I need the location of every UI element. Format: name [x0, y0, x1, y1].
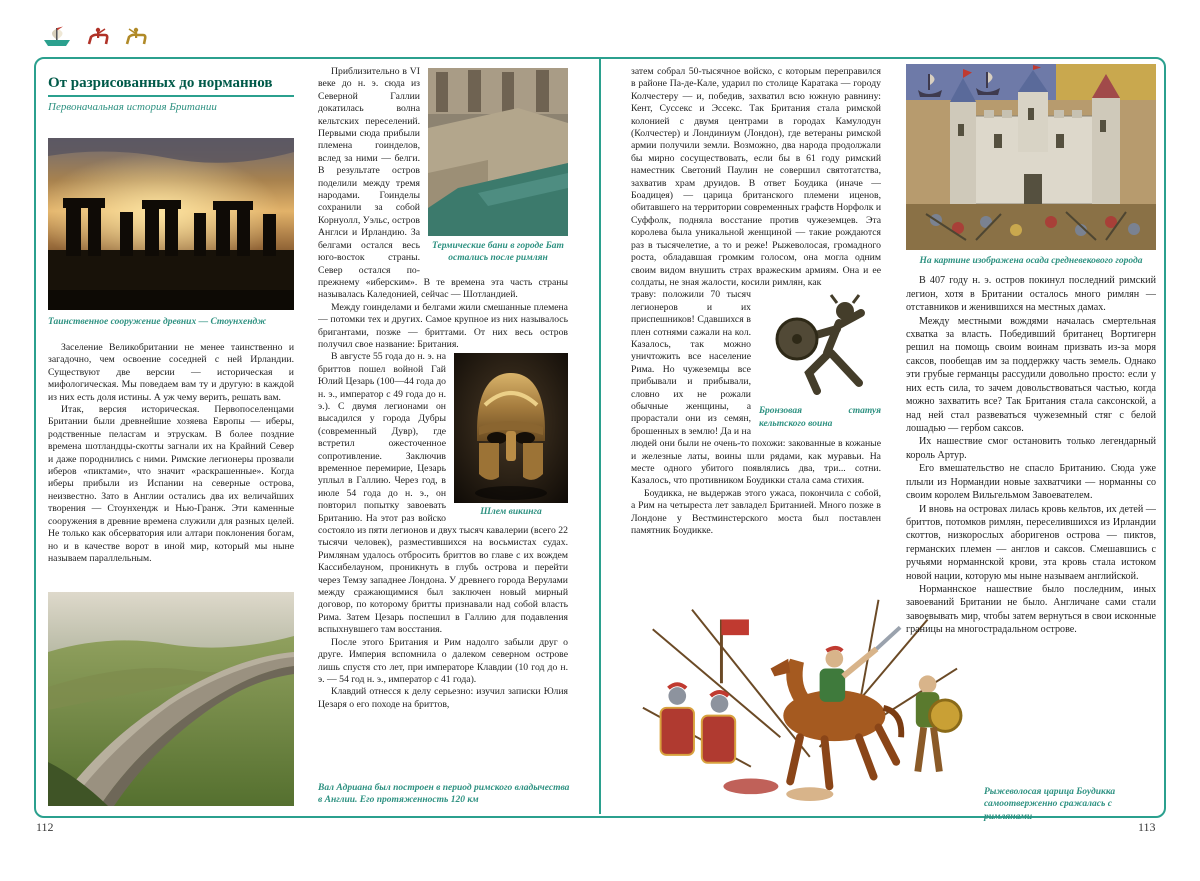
gold-horseman-icon	[124, 26, 148, 53]
right-column-1-intro: затем собрал 50-тысячное войско, с которым переправился в районе Па-де-Кале, ударил по столице Каратака — городу Колчестеру — и, победив, захватил всю южную равнину: Кент, Суссекс и Эссекс. Так Британия стала римской колонией с двумя центрами в городах Камулодун (Колчестер) и Лондиниум (Лондон), где ветераны римской армии получили земли. Возможно, два народа продолжали бы мирно сосуществовать, если бы в 61 году римский наместник Светоний Паулин не совершил святотатства, захватив храм друидов. В ответ Боудика (иначе — Боадицея) — царица британского племени иценов, обитавшего на территории современных графств Норфолк и Суффолк, подняла восстание против чужеземцев. Эта королева была уникальной женщиной — такие рождаются раз в тысячелетие, а то и реже! Рыжеволосая, громадного роста, обладавшая громким голосом, она могла одним своим видом внушить страх вражеским армиям. Она и ее солдаты, не зная жалости, косили римлян, как	[631, 66, 881, 288]
page-title: От разрисованных до норманнов	[48, 75, 273, 91]
page-divider-line	[599, 59, 601, 814]
right-column-1-wrap: траву: положили 70 тысяч легионеров и их приспешников! Сдавшихся в плен сотнями сажали на кол. Казалось, так можно уничтожить все население Рима. Но чужеземцы все прибывали и прибывали, словно их не рожали обычные женщины, а прорастали они из семян, брошенных в землю! Да и на людей они были не очень-то похожи: закованные в кожаные и железные латы, воины шли рядами, как муравьи. На месте одного убитого появлялись два, три... сотни. Казалось, что противником Боудикки стала сама стихия.	[631, 289, 881, 487]
left-column-text	[48, 342, 294, 565]
right-column-2	[906, 64, 1156, 637]
battle-caption: Рыжеволосая царица Боудикка самоотверженно сражалась с римлянами	[984, 787, 1116, 822]
siege-caption: На картине изображена осада средневекового города	[919, 256, 1143, 266]
roman-baths-photo	[428, 68, 568, 236]
middle-column-paragraphs-b: В августе 55 года до н. э. на бриттов пошел войной Гай Юлий Цезарь (100—44 года до н. э., император с 49 года до н. э.). С двумя легионами он высадился у города Дубры (современный Дувр), где встретил ожесточенное сопротивление. Заключив временное перемирие, Цезарь уплыл в Галлию. Через год, в июле 54 года до н. э., он повторил попытку завоевать Британию. На этот раз войско состояло из пяти легионов и двух тысяч кавалерии (всего 22 тысячи человек), разместившихся на восьмистах судах. Римлянам удалось отбросить бриттов во главе с их вождем Кассибелауном, проникнуть в глубь острова и перейти через Темзу западнее Лондона. У древнего города Верулами между сражающимися был заключен новый мирный договор, по которому бритты признавали над собой власть Рима. Затем Цезарь поспешил в Галлию для подавления вспыхнувшего там восстания. После этого Британия и Рим надолго забыли друг о друге. Империя вспомнила о далеком северном острове лишь спустя сто лет, при императоре Клавдии (10 год до н. э. — 54 год н. э., император с 41 года). Клавдий отнесся к делу серьезно: изучил записки Юлия Цезаря о его походе на бриттов,	[318, 351, 568, 710]
helmet-photo	[454, 353, 568, 503]
page-subtitle: Первоначальная история Британии	[48, 101, 217, 113]
page-number-right: 113	[1138, 820, 1156, 834]
header-decorations	[42, 29, 148, 53]
hadrians-wall-photo	[48, 592, 294, 806]
middle-column-paragraphs-a: Приблизительно в VI веке до н. э. сюда из Северной Галлии докатилась волна кельтских переселений. Первыми сюда прибыли племена гоинделов, вслед за ними — белги. В результате остров поделили между тремя народами. Гоинделы сохранили за собой Корнуолл, Уэльс, остров Англси и Ирландию. За белгами остался весь юго-восток страны. Север остался по-прежнему «иберским». В те времена эта часть страны называлась Каледонией, сейчас — Шотландией. Между гоинделами и белгами жили смешанные племена — потомки тех и других. Самое крупное из них называлось бригантами, позже — бриттами. От них весь остров получил свое название: Британия.	[318, 66, 568, 350]
statue-caption: Бронзовая статуя кельтского воина	[759, 406, 881, 429]
page-number-left: 112	[36, 820, 54, 834]
baths-figure	[428, 68, 568, 265]
statue-figure	[759, 291, 881, 430]
title-rule	[48, 95, 294, 97]
right-column-1	[631, 66, 881, 537]
right-column-2-paragraphs: В 407 году н. э. остров покинул последний римский легион, хотя в Британии осталось много римлян — отставников и женившихся на местных дамах. Между местными вождями началась смертельная схватка за власть. Победивший британец Вортигерн решил на помощь своим воинам призвать из-за моря саксов, пообещав им за поддержку часть земель. Однако эти грубые германцы рассудили довольно просто: если у них есть сила, то зачем довольствоваться частью, когда можно захватить все? Так Британия стала саксонской, а над ней стал развеваться чужеземный стяг с белой лошадью — гербом саксов. Их нашествие смог остановить только легендарный король Артур. Его вмешательство не спасло Британию. Сюда уже плыли из Нормандии новые захватчики — норманны со своим королем Вильгельмом Завоевателем. И вновь на островах лилась кровь кельтов, их детей — бриттов, потомков римлян, переселившихся из Ирландии скоттов, низкорослых аборигенов острова — пиктов, германских племен — англов и саксов. Смешавшись с ручьями норманнской крови, эта кровь стала истоком новой нации, которую мы ныне называем английской. Норманнское нашествие было последним, иных завоеваний Британии не было. Англичане сами стали завоевывать мир, чтобы затем вернуться в свои исконные границы на многострадальном острове.	[906, 275, 1156, 636]
middle-column	[318, 66, 568, 711]
hadrians-wall-caption: Вал Адриана был построен в период римского владычества в Англии. Его протяженность 120 км	[318, 783, 570, 806]
ship-icon	[42, 26, 72, 53]
baths-caption: Термические бани в городе Бат остались после римлян	[432, 241, 564, 264]
celtic-warrior-statue-image	[759, 291, 881, 403]
helmet-caption: Шлем викинга	[480, 507, 542, 518]
red-horseman-icon	[86, 26, 110, 53]
left-column-paragraphs: Заселение Великобритании не менее таинственно и загадочно, чем освоение соседней с ней Ирландии. Существуют две версии — историческая и мифологическая. Мы поведаем вам ту и другую: в каждой из них есть доля истины. А уж чему верить, решать вам. Итак, версия историческая. Первопоселенцами Британии были древнейшие хозяева Европы — иберы, родственные пеласгам и этрускам. В более поздние времена шотландцы-скотты загнали их на Крайний Север и даже породнились с ними. Римские легионеры прозвали иберов «пиктами», что значит «раскрашенные». Когда иберы прибыли из Испании на северные острова, неизвестно. Зато в Англии остались два их величайших творения — Стоунхендж и Нью-Гранж. Эти каменные сооружения в древние времена служили для разных целей. Не только как обсерватория или алтари поклонения богам, но и в качестве ворот в иной мир, который мы ныне называем параллельным.	[48, 342, 294, 564]
helmet-figure	[454, 353, 568, 518]
siege-painting-photo	[906, 64, 1156, 250]
stonehenge-caption: Таинственное сооружение древних — Стоунхендж	[48, 317, 267, 327]
stonehenge-photo	[48, 138, 294, 310]
right-column-1-rest: Боудикка, не выдержав этого ужаса, покончила с собой, а Рим на четыреста лет завладел Британией. Много позже в Лондоне у Вестминстерского моста был поставлен памятник Боудикке.	[631, 487, 881, 537]
